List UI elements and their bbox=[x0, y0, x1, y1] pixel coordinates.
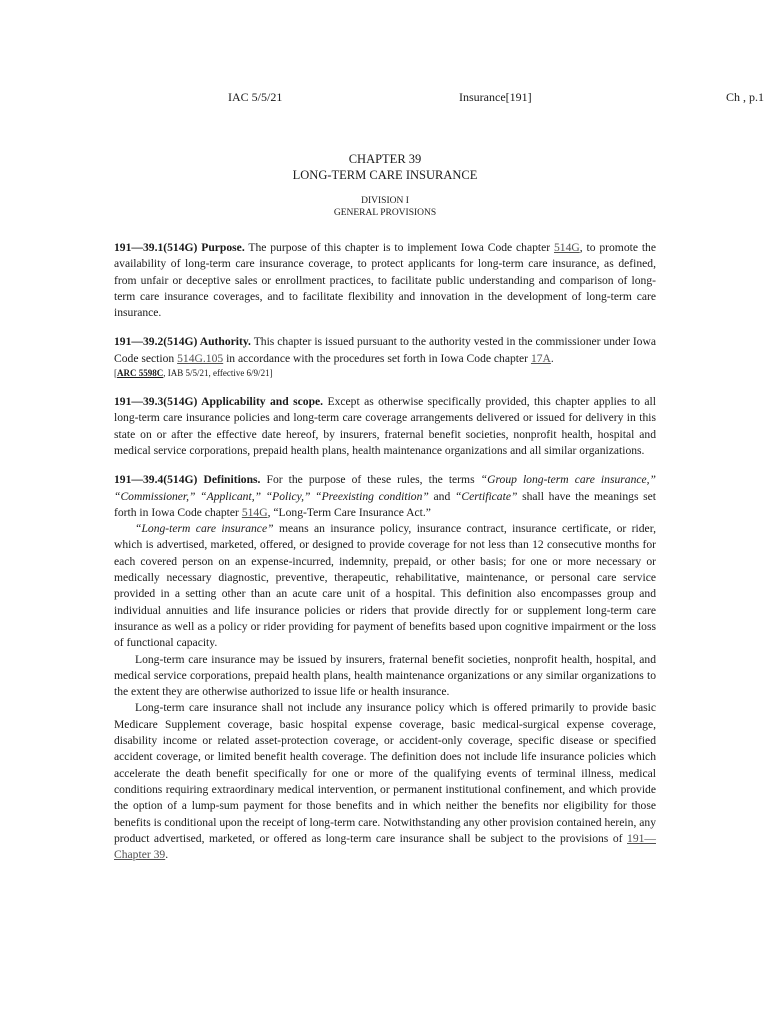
link-17a[interactable]: 17A bbox=[530, 351, 551, 365]
chapter-number: CHAPTER 39 bbox=[348, 152, 422, 166]
link-514g-105[interactable]: 514G.105 bbox=[177, 351, 224, 365]
defined-terms: “Group long-term care insurance,” “Commissioner,” “Applicant,” “Policy,” “Preexisting condition” bbox=[114, 473, 656, 503]
history-note bbox=[114, 367, 656, 379]
rule-text: Except as otherwise specifically provided, this chapter applies to all long-term care insurance policies and long-term care coverage arrangements delivered or issued for delivery in this state on or after the effective date hereof, by insurers, fraternal benefit societies, nonprofit health, hospital and medical service corporations, prepaid health plans, health maintenance organizations and all similar organizations. bbox=[114, 395, 656, 457]
rule-text: in accordance with the procedures set forth in Iowa Code chapter bbox=[223, 351, 531, 365]
header-page-number: Ch , p.1 bbox=[726, 90, 765, 104]
definition-paragraph bbox=[114, 700, 656, 863]
rule-39-2-authority bbox=[114, 334, 656, 367]
definition-paragraph bbox=[114, 521, 656, 651]
note-text: , IAB 5/5/21, effective 6/9/21] bbox=[163, 368, 273, 379]
header-agency: Insurance[191] bbox=[459, 90, 532, 104]
rule-text: For the purpose of these rules, the terms bbox=[260, 473, 481, 487]
note-bracket: [ bbox=[114, 368, 117, 379]
link-arc-5598c[interactable]: ARC 5598C bbox=[117, 368, 164, 379]
header-code-date: IAC 5/5/21 bbox=[228, 90, 283, 104]
rule-text: . bbox=[550, 351, 554, 365]
chapter-titles bbox=[114, 152, 656, 219]
rule-heading: 191—39.3(514G) Applicability and scope. bbox=[114, 395, 324, 409]
division-number: DIVISION I bbox=[361, 196, 409, 206]
paragraph-text: means an insurance policy, insurance contract, insurance certificate, or rider, which is advertised, marketed, offered, or designed to provide coverage for not less than 12 consecutive months for each covered person on an expense-incurred, indemnity, prepaid, or other basis; for one or more necessary or medically necessary diagnostic, preventive, therapeutic, rehabilitative, maintenance, or personal care service provided in a setting other than an acute care unit of a hospital. This definition also encompasses group and individual annuities and life insurance policies or riders that provide directly for or supplement long-term care insurance as well as a policy or rider providing for payment of benefits based upon cognitive impairment or the loss of functional capacity. bbox=[114, 522, 656, 650]
rule-text: , “Long-Term Care Insurance Act.” bbox=[267, 505, 431, 519]
rule-heading: 191—39.2(514G) Authority. bbox=[114, 335, 251, 349]
rule-text: This chapter is issued pursuant to the authority vested in the commissioner under Iowa Code section bbox=[114, 335, 656, 365]
link-514g[interactable]: 514G bbox=[553, 241, 580, 254]
definition-paragraph: Long-term care insurance may be issued by insurers, fraternal benefit societies, nonprofit health, hospital, and medical service corporations, prepaid health plans, health maintenance organizations or any similar organizations to the extent they are otherwise authorized to issue life or health insurance. bbox=[114, 652, 656, 699]
page-header bbox=[0, 90, 770, 106]
paragraph-text: . bbox=[165, 848, 169, 862]
rule-39-3-applicability bbox=[114, 394, 656, 459]
rule-heading: 191—39.4(514G) Definitions. bbox=[114, 473, 261, 487]
rule-heading: 191—39.1(514G) Purpose. bbox=[114, 241, 245, 254]
document-body bbox=[114, 240, 656, 863]
rule-text: , to promote the availability of long-term care insurance coverage, to protect applicants for long-term care insurance, as defined, from unfair or deceptive sales or enrollment practices, to facilitate public understanding and comparison of long-term care insurance coverages, and to facilitate flexibility and innovation in the development of long-term care insurance. bbox=[114, 241, 656, 320]
link-chapter-39[interactable]: 191—Chapter 39 bbox=[114, 831, 656, 862]
chapter-title: LONG-TERM CARE INSURANCE bbox=[292, 167, 478, 182]
rule-text: shall have the meanings set forth in Iowa Code chapter bbox=[114, 489, 656, 519]
defined-term-ltci: “Long-term care insurance” bbox=[135, 522, 274, 536]
defined-term-certificate: “Certificate” bbox=[454, 489, 518, 503]
rule-text: and bbox=[428, 489, 455, 503]
rule-text: The purpose of this chapter is to implement Iowa Code chapter bbox=[244, 241, 554, 254]
division-title: GENERAL PROVISIONS bbox=[333, 208, 437, 218]
link-514g[interactable]: 514G bbox=[241, 505, 268, 519]
rule-39-4-definitions bbox=[114, 472, 656, 521]
rule-39-1-purpose bbox=[114, 240, 656, 321]
paragraph-text: Long-term care insurance shall not include any insurance policy which is offered primarily to provide basic Medicare Supplement coverage, basic hospital expense coverage, basic medical-surgical expense coverage, disability income or related asset-protection coverage, or accident-only coverage, specific disease or specified accident coverage, or limited benefit health coverage. The definition does not include life insurance policies which accelerate the death benefit specifically for one or more of the qualifying events of terminal illness, medical conditions requiring extraordinary medical intervention, or permanent institutional confinement, and which provide the option of a lump-sum payment for those benefits and in which neither the benefits nor eligibility for those benefits is conditional upon the receipt of long-term care. Notwithstanding any other provision contained herein, any product advertised, marketed, or offered as long-term care insurance shall be subject to the provisions of bbox=[114, 701, 656, 845]
